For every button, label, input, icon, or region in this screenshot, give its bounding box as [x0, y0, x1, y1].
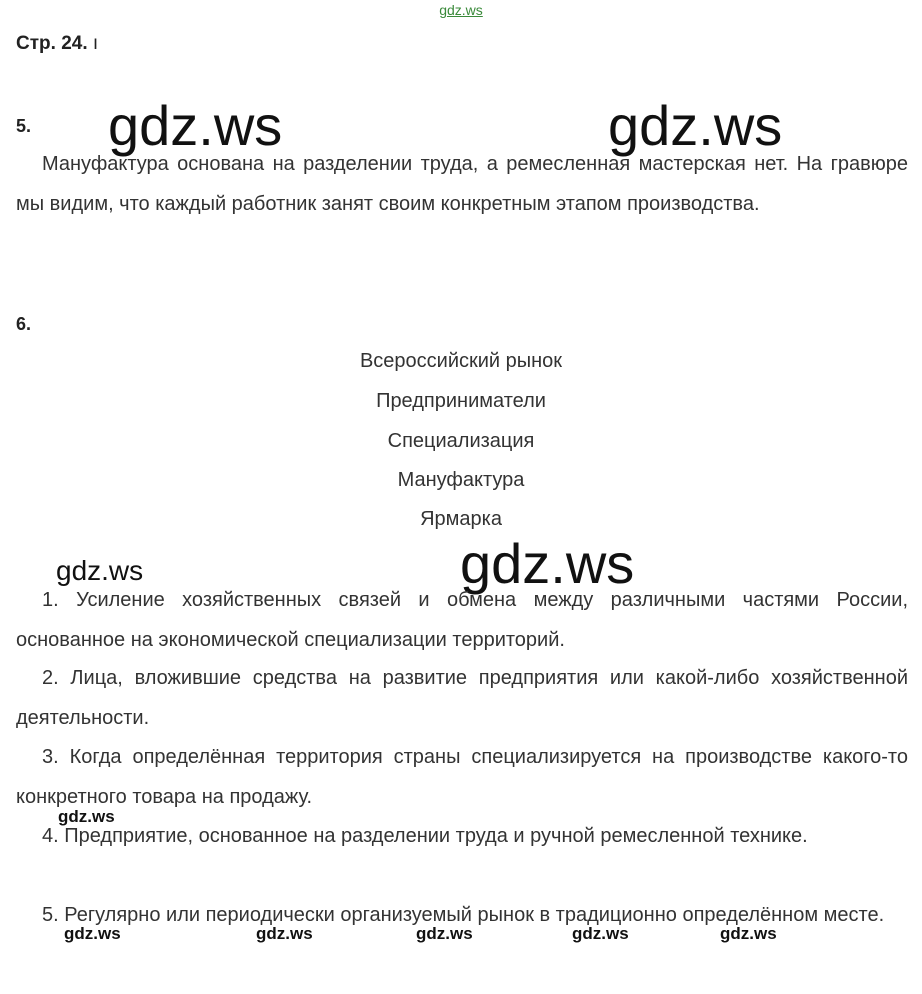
watermark-large-center: gdz.ws	[460, 532, 635, 595]
definition-text: 2. Лица, вложившие средства на развитие предприятия или какой-либо хозяйственной деятельности.	[16, 667, 908, 729]
watermark-small: gdz.ws	[64, 924, 121, 943]
term-item: Всероссийский рынок	[359, 350, 563, 372]
watermark-large-right: gdz.ws	[608, 94, 783, 157]
term-item: Предприниматели	[376, 390, 546, 412]
definition-1	[16, 581, 908, 660]
section-5-number: 5.	[16, 116, 32, 136]
watermark-small: gdz.ws	[720, 924, 777, 943]
definition-3	[16, 738, 908, 817]
definition-2	[16, 659, 908, 738]
watermark-small: gdz.ws	[572, 924, 629, 943]
page-title-text: Стр. 24.	[16, 33, 88, 54]
watermark-small: gdz.ws	[58, 807, 115, 826]
page-title	[16, 33, 98, 55]
page-title-tail: ı	[92, 33, 99, 54]
watermark-top-link[interactable]: gdz.ws	[439, 2, 483, 18]
term-item: Ярмарка	[420, 508, 502, 530]
term-item: Специализация	[387, 430, 535, 452]
watermark-large-left: gdz.ws	[108, 94, 283, 157]
definition-text: 3. Когда определённая территория страны специализируется на производстве какого-то конкретного товара на продажу.	[16, 746, 908, 808]
watermark-small: gdz.ws	[256, 924, 313, 943]
definition-text: 4. Предприятие, основанное на разделении труда и ручной ремесленной технике.	[42, 825, 808, 847]
section-5-text: Мануфактура основана на разделении труда, а ремесленная мастерская нет. На гравюре мы видим, что каждый работник занят своим конкретным этапом производства.	[16, 153, 908, 215]
term-item: Мануфактура	[397, 469, 525, 491]
definition-text: 5. Регулярно или периодически организуемый рынок в традиционно определённом месте.	[42, 904, 885, 926]
definition-4	[16, 817, 908, 857]
watermark-small: gdz.ws	[416, 924, 473, 943]
section-6-number: 6.	[16, 314, 32, 334]
watermark-medium-left: gdz.ws	[56, 555, 144, 586]
section-5-paragraph	[16, 145, 908, 224]
definition-text: 1. Усиление хозяйственных связей и обмена между различными частями России, основанное на экономической специализации территорий.	[16, 589, 908, 651]
